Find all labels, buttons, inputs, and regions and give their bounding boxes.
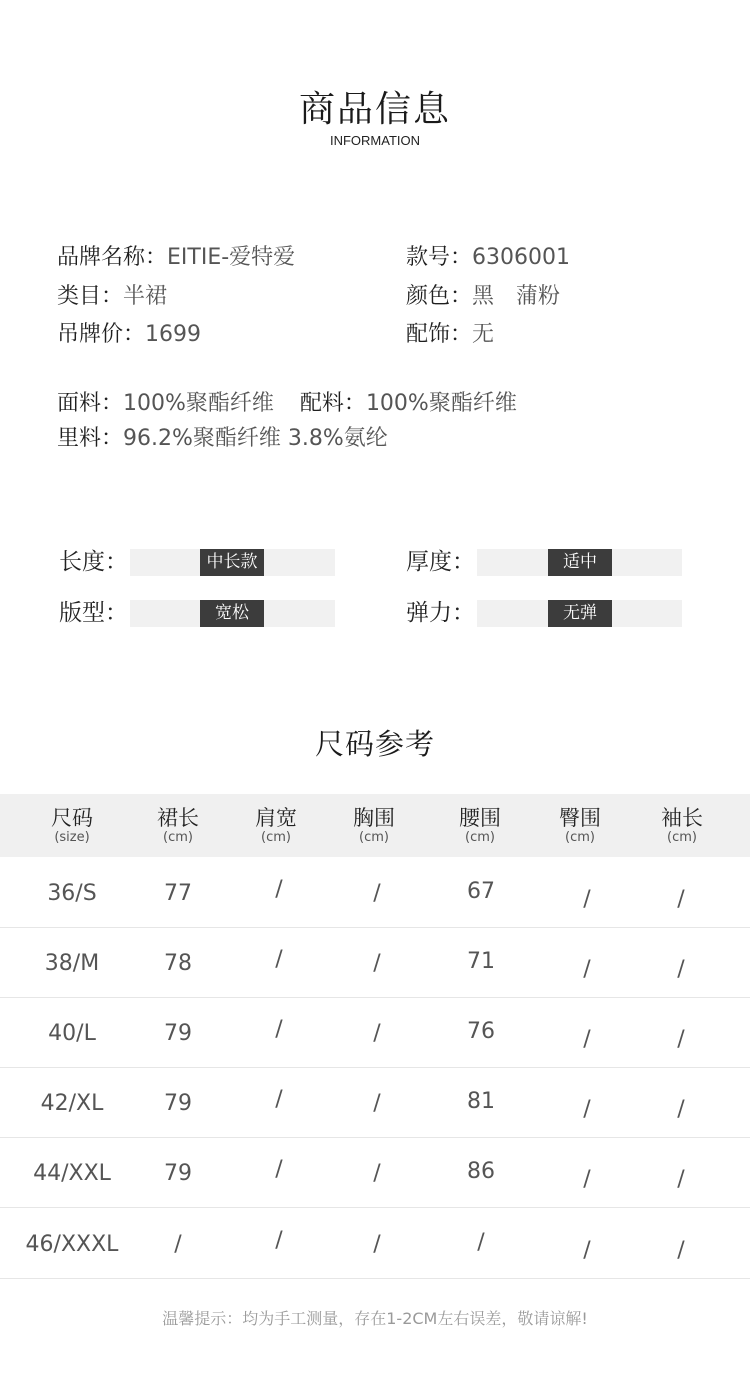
fabric-row (57, 388, 517, 420)
cell-hip: / (583, 1097, 591, 1122)
header-unit: (size) (54, 830, 90, 845)
cell-hip: / (583, 1238, 591, 1263)
table-row (0, 927, 750, 998)
style-no-row (406, 242, 570, 274)
category-row (57, 281, 167, 313)
cell-shoulder: / (275, 1157, 283, 1182)
tag-price-value: 1699 (145, 322, 202, 347)
cell-size: 44/XXL (33, 1161, 111, 1186)
category-value: 半裙 (123, 284, 168, 309)
cell-skirt-length: 77 (164, 881, 192, 906)
table-row (0, 1137, 750, 1208)
header-label: 肩宽 (255, 806, 297, 830)
cell-waist: 71 (467, 949, 495, 974)
cell-skirt-length: 79 (164, 1161, 192, 1186)
cell-bust: / (373, 1091, 381, 1116)
cell-bust: / (373, 1232, 381, 1257)
cell-waist: 81 (467, 1089, 495, 1114)
thickness-label: 厚度： (406, 549, 475, 575)
fabric-value: 100%聚酯纤维 (123, 391, 274, 416)
brand-row (57, 242, 295, 274)
cell-shoulder: / (275, 877, 283, 902)
cell-sleeve: / (677, 957, 685, 982)
size-table-title: 尺码参考 (314, 727, 435, 761)
header-unit: (cm) (163, 830, 193, 845)
header-shoulder (226, 794, 326, 846)
cell-bust: / (373, 1021, 381, 1046)
header-label: 臀围 (559, 806, 601, 830)
header-unit: (cm) (359, 830, 389, 845)
cell-hip: / (583, 1167, 591, 1192)
cell-skirt-length: / (174, 1232, 182, 1257)
fit-label: 版型： (59, 600, 128, 626)
table-row (0, 1067, 750, 1138)
cell-bust: / (373, 881, 381, 906)
cell-size: 36/S (47, 881, 97, 906)
cell-skirt-length: 78 (164, 951, 192, 976)
cell-size: 38/M (44, 951, 100, 976)
cell-shoulder: / (275, 1017, 283, 1042)
header-hip (530, 794, 630, 846)
header-skirt-length (128, 794, 228, 846)
cell-sleeve: / (677, 1167, 685, 1192)
header-label: 裙长 (157, 806, 199, 830)
style-no-value: 6306001 (472, 245, 570, 270)
header-label: 腰围 (459, 806, 501, 830)
header-label: 胸围 (353, 806, 395, 830)
measurement-disclaimer: 温馨提示：均为手工测量，存在1-2CM左右误差，敬请谅解! (162, 1309, 588, 1328)
table-row (0, 857, 750, 928)
style-no-label: 款号： (406, 245, 473, 270)
cell-sleeve: / (677, 1097, 685, 1122)
elasticity-chip: 无弹 (548, 600, 612, 627)
trim-label: 配料： (299, 391, 366, 416)
tag-price-label: 吊牌价： (57, 322, 146, 347)
trim-value: 100%聚酯纤维 (365, 391, 517, 416)
cell-sleeve: / (677, 1027, 685, 1052)
brand-label: 品牌名称： (57, 245, 168, 270)
cell-shoulder: / (275, 1087, 283, 1112)
header-size (22, 794, 122, 846)
cell-hip: / (583, 887, 591, 912)
length-bar (130, 549, 335, 576)
lining-value: 96.2%聚酯纤维 3.8%氨纶 (123, 426, 388, 451)
header-sleeve (632, 794, 732, 846)
color-label: 颜色： (406, 284, 473, 309)
accessory-row (406, 319, 494, 351)
cell-hip: / (583, 957, 591, 982)
fabric-label: 面料： (57, 391, 124, 416)
cell-sleeve: / (677, 887, 685, 912)
color-value: 黑 蒲粉 (472, 284, 561, 309)
thickness-chip: 适中 (548, 549, 612, 576)
page-title: 商品信息 (298, 89, 451, 130)
header-bust (324, 794, 424, 846)
cell-waist: 76 (467, 1019, 495, 1044)
cell-sleeve: / (677, 1238, 685, 1263)
page-subtitle: INFORMATION (329, 133, 421, 148)
tag-price-row (57, 319, 201, 351)
cell-size: 40/L (48, 1021, 96, 1046)
cell-skirt-length: 79 (164, 1091, 192, 1116)
thickness-bar (477, 549, 682, 576)
accessory-value: 无 (472, 322, 495, 347)
cell-hip: / (583, 1027, 591, 1052)
cell-size: 46/XXXL (25, 1232, 119, 1257)
lining-label: 里料： (57, 426, 124, 451)
brand-value: EITIE-爱特爱 (167, 245, 296, 270)
cell-bust: / (373, 951, 381, 976)
cell-size: 42/XL (40, 1091, 104, 1116)
header-unit: (cm) (261, 830, 291, 845)
cell-waist: 86 (467, 1159, 495, 1184)
cell-waist: 67 (467, 879, 495, 904)
cell-waist: / (477, 1230, 485, 1255)
header-unit: (cm) (465, 830, 495, 845)
header-unit: (cm) (667, 830, 697, 845)
size-table-header (0, 794, 750, 857)
cell-shoulder: / (275, 947, 283, 972)
table-row (0, 1208, 750, 1279)
accessory-label: 配饰： (406, 322, 473, 347)
color-row (406, 281, 560, 313)
header-waist (430, 794, 530, 846)
header-label: 袖长 (661, 806, 703, 830)
fit-bar (130, 600, 335, 627)
elasticity-bar (477, 600, 682, 627)
header-unit: (cm) (565, 830, 595, 845)
fit-chip: 宽松 (200, 600, 264, 627)
elasticity-label: 弹力： (406, 600, 475, 626)
cell-shoulder: / (275, 1228, 283, 1253)
cell-skirt-length: 79 (164, 1021, 192, 1046)
category-label: 类目： (57, 284, 124, 309)
table-row (0, 997, 750, 1068)
header-label: 尺码 (51, 806, 93, 830)
length-chip: 中长款 (200, 549, 264, 576)
length-label: 长度： (59, 549, 128, 575)
lining-row (57, 423, 388, 455)
cell-bust: / (373, 1161, 381, 1186)
